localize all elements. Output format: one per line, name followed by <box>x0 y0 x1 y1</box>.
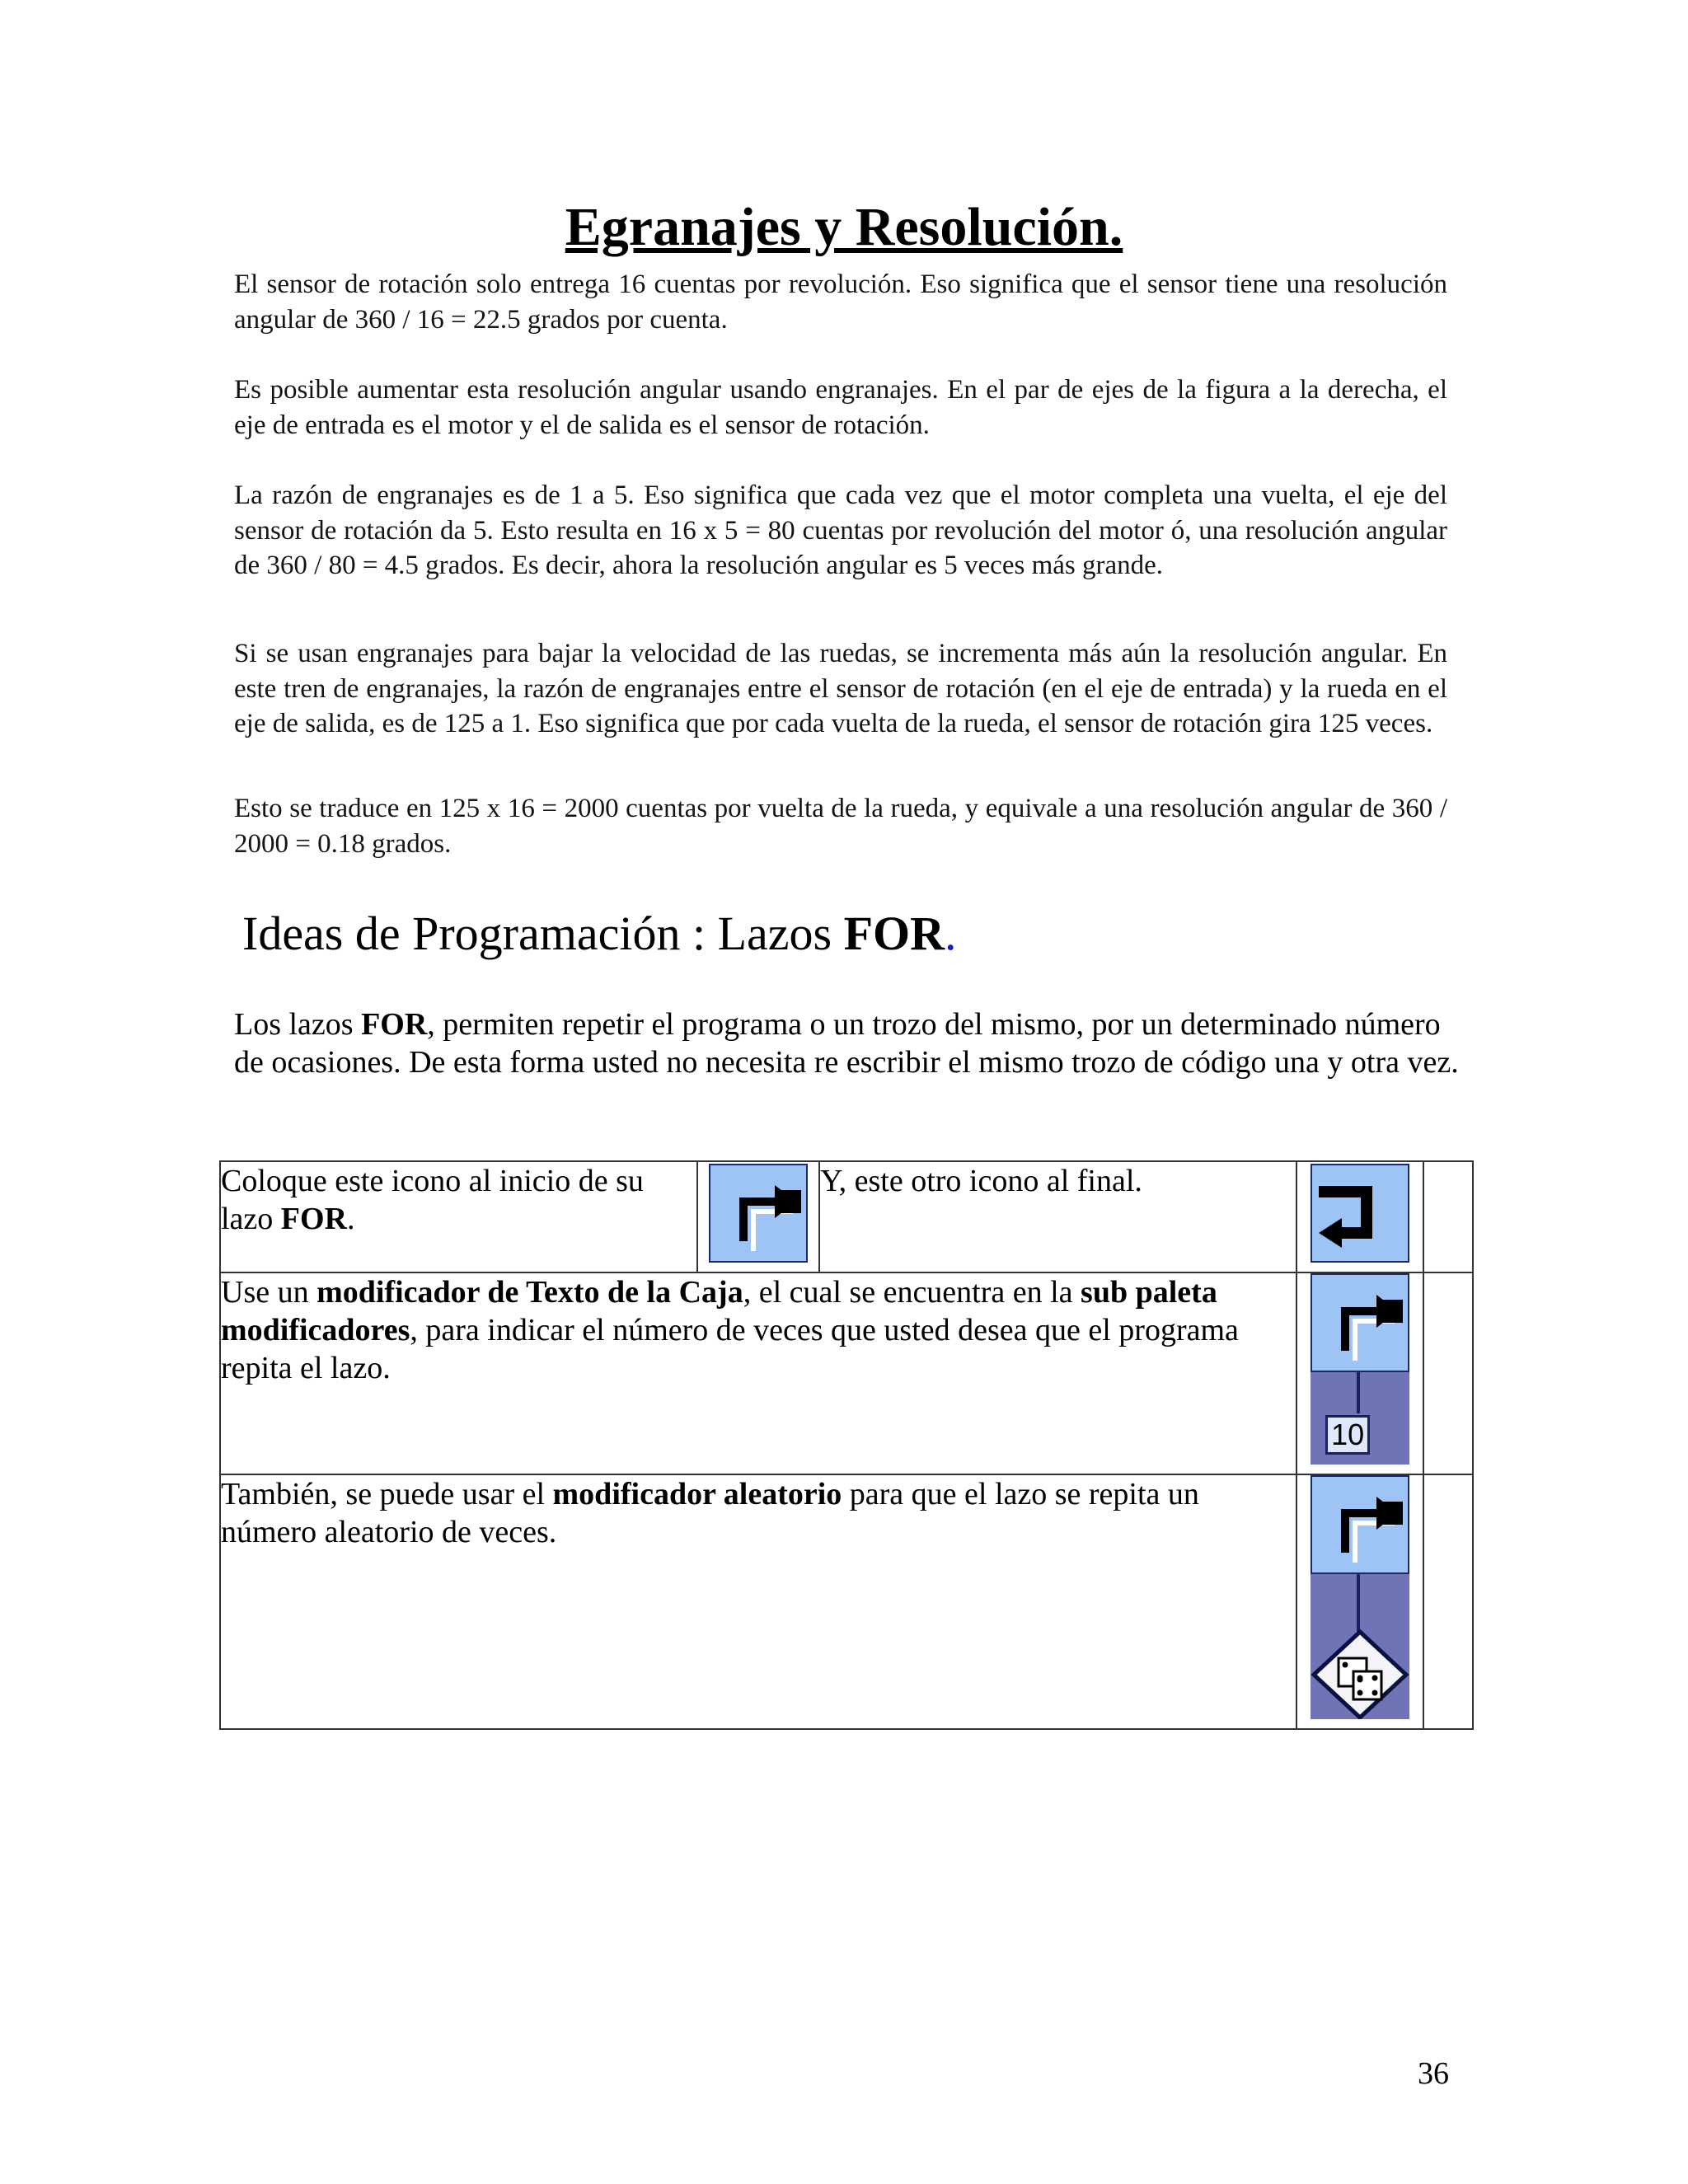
loop-start-bold: FOR <box>280 1202 348 1236</box>
loop-start-icon <box>1311 1475 1409 1574</box>
row2-text-2: , el cual se encuentra en la <box>743 1275 1081 1310</box>
random-modifier-cell <box>220 1474 1296 1729</box>
paragraph-1: El sensor de rotación solo entrega 16 cuentas por revolución. Eso significa que el sensor tiene una resolución angular de 360 / 16 = 22.5 grados por cuenta. <box>234 269 1447 335</box>
section-intro <box>234 1005 1470 1081</box>
for-loop-table <box>219 1160 1474 1730</box>
row2-text-3: , para indicar el número de veces que usted desea que el programa repita el lazo. <box>221 1313 1239 1385</box>
loop-end-text-cell: Y, este otro icono al final. <box>819 1161 1296 1272</box>
paragraph-4: Si se usan engranajes para bajar la velocidad de las ruedas, se incrementa más aún la resolución angular. En este tren de engranajes, la razón de engranajes entre el sensor de rotación (en el eje de entrada) y la rueda en el eje de salida, es de 125 a 1. Eso significa que por cada vuelta de la rueda, el sensor de rotación gira 125 veces. <box>234 639 1447 738</box>
connector-line <box>1357 1574 1360 1632</box>
intro-rest: , permiten repetir el programa o un trozo del mismo, por un determinado número de ocasiones. De esta forma usted no necesita re escribir el mismo trozo de código una y otra vez. <box>234 1007 1459 1080</box>
loop-end-icon-cell <box>1296 1161 1423 1272</box>
row2-text-1: Use un <box>221 1275 317 1310</box>
row2-bold-2: sub paleta modificadores <box>221 1275 1217 1347</box>
section-heading-dot: . <box>945 907 957 960</box>
loop-count-box: 10 <box>1325 1415 1370 1455</box>
intro-prefix: Los lazos <box>234 1007 362 1042</box>
random-modifier-icon-cell <box>1296 1474 1423 1729</box>
number-modifier-icon-cell <box>1296 1272 1423 1474</box>
loop-start-text-cell <box>220 1161 697 1272</box>
loop-start-icon-cell <box>697 1161 819 1272</box>
page-number: 36 <box>1418 2056 1449 2091</box>
intro-bold: FOR <box>361 1007 428 1042</box>
row3-bold-1: modificador aleatorio <box>552 1477 842 1511</box>
section-heading-prefix: Ideas de Programación : Lazos <box>242 907 844 960</box>
loop-start-icon <box>1311 1273 1409 1372</box>
paragraph-5: Esto se traduce en 125 x 16 = 2000 cuentas por vuelta de la rueda, y equivale a una resolución angular de 360 / 2000 = 0.18 grados. <box>234 794 1447 859</box>
random-dice-icon <box>1311 1629 1409 1719</box>
paragraph-3: La razón de engranajes es de 1 a 5. Eso significa que cada vez que el motor completa una vuelta, el eje del sensor de rotación da 5. Esto resulta en 16 x 5 = 80 cuentas por revolución del motor ó, una resolución angular de 360 / 80 = 4.5 grados. Es decir, ahora la resolución angular es 5 veces más grande. <box>234 480 1447 580</box>
text-modifier-cell <box>220 1272 1296 1474</box>
loop-start-end: . <box>347 1202 355 1236</box>
row3-text-2: para que el lazo se repita un número aleatorio de veces. <box>221 1477 1199 1549</box>
section-heading <box>242 905 957 963</box>
empty-cell <box>1423 1474 1473 1729</box>
loop-start-icon <box>709 1164 808 1263</box>
empty-cell <box>1423 1272 1473 1474</box>
paragraph-2: Es posible aumentar esta resolución angular usando engranajes. En el par de ejes de la figura a la derecha, el eje de entrada es el motor y el de salida es el sensor de rotación. <box>234 375 1447 440</box>
row3-text-1: También, se puede usar el <box>221 1477 553 1511</box>
table-row <box>220 1161 1473 1272</box>
table-row <box>220 1272 1473 1474</box>
table-row <box>220 1474 1473 1729</box>
loop-start-text: Coloque este icono al inicio de su lazo <box>221 1164 644 1236</box>
loop-end-icon <box>1311 1164 1409 1263</box>
page-title: Egranajes y Resolución. <box>565 197 1123 257</box>
section-heading-bold: FOR <box>843 907 945 960</box>
number-modifier-icon <box>1311 1273 1409 1465</box>
empty-cell <box>1423 1161 1473 1272</box>
random-modifier-icon <box>1311 1475 1409 1719</box>
connector-line <box>1357 1372 1360 1413</box>
row2-bold-1: modificador de Texto de la Caja <box>316 1275 743 1310</box>
